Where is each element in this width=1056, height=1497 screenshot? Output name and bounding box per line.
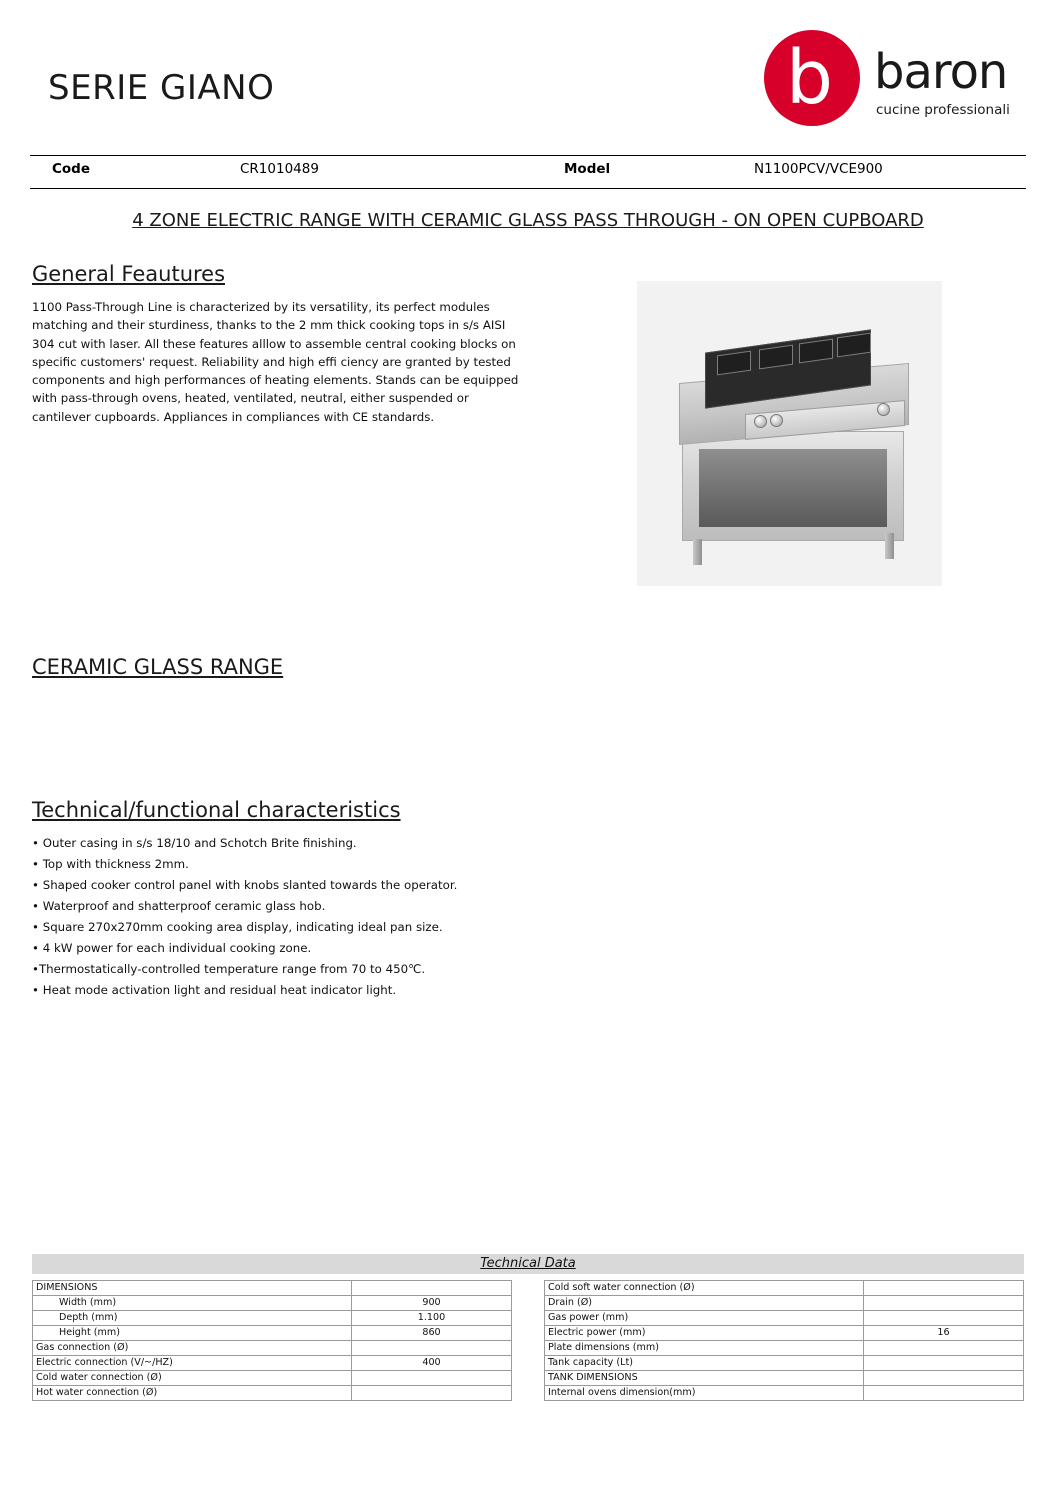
row-value [864,1386,1024,1401]
brand-logo [764,30,1024,125]
row-value: 16 [864,1326,1024,1341]
series-title: SERIE GIANO [48,68,275,108]
row-label: Internal ovens dimension(mm) [545,1386,864,1401]
table-row [33,1326,512,1341]
row-label: Cold soft water connection (Ø) [545,1281,864,1296]
table-row [545,1281,1024,1296]
table-row [545,1326,1024,1341]
table-row [545,1371,1024,1386]
table-row [545,1311,1024,1326]
row-value [352,1386,512,1401]
open-cupboard-cavity [699,449,887,527]
row-label: Electric connection (V/~/HZ) [33,1356,352,1371]
row-label: Gas power (mm) [545,1311,864,1326]
row-value [352,1281,512,1296]
list-item: • 4 kW power for each individual cooking zone. [32,940,312,955]
brand-letter: b [786,35,833,121]
list-item: • Heat mode activation light and residual heat indicator light. [32,982,397,997]
row-label: Tank capacity (Lt) [545,1356,864,1371]
table-row [33,1356,512,1371]
row-value [864,1356,1024,1371]
brand-tagline: cucine professionali [876,102,1010,118]
row-value [352,1341,512,1356]
technical-data-title: Technical Data [32,1254,1024,1274]
table-row [545,1296,1024,1311]
row-value: 400 [352,1356,512,1371]
row-label: Height (mm) [33,1326,352,1341]
row-value [864,1281,1024,1296]
row-label: Plate dimensions (mm) [545,1341,864,1356]
table-row [33,1311,512,1326]
stand-leg [693,539,702,565]
table-row [33,1341,512,1356]
list-item: • Waterproof and shatterproof ceramic glass hob. [32,898,326,913]
page-header [0,0,1056,135]
technical-data-section [32,1254,1024,1401]
table-row [33,1296,512,1311]
code-value: CR1010489 [240,161,319,177]
row-label: DIMENSIONS [33,1281,352,1296]
table-row [33,1371,512,1386]
product-photo [637,281,942,586]
technical-data-table-left [32,1280,512,1401]
control-knob-icon [754,415,767,428]
table-row [33,1281,512,1296]
ceramic-glass-range-heading: CERAMIC GLASS RANGE [32,655,284,679]
row-value: 900 [352,1296,512,1311]
row-value [864,1371,1024,1386]
row-label: Width (mm) [33,1296,352,1311]
row-label: Hot water connection (Ø) [33,1386,352,1401]
technical-data-table-right [544,1280,1024,1401]
table-row [545,1356,1024,1371]
control-knob-icon [770,414,783,427]
row-value [352,1371,512,1386]
model-label: Model [564,161,611,177]
table-row [33,1386,512,1401]
product-illustration [637,281,942,586]
row-value [864,1311,1024,1326]
row-label: TANK DIMENSIONS [545,1371,864,1386]
row-label: Depth (mm) [33,1311,352,1326]
technical-characteristics-list [32,833,592,1001]
row-value [864,1296,1024,1311]
list-item: • Shaped cooker control panel with knobs slanted towards the operator. [32,877,458,892]
row-value: 1.100 [352,1311,512,1326]
list-item: • Top with thickness 2mm. [32,856,189,871]
product-title: 4 ZONE ELECTRIC RANGE WITH CERAMIC GLASS PASS THROUGH - ON OPEN CUPBOARD [132,210,924,231]
code-label: Code [52,161,91,177]
brand-name: baron [874,44,1008,100]
table-row [545,1386,1024,1401]
row-label: Gas connection (Ø) [33,1341,352,1356]
code-model-bar [30,155,1026,189]
stand-leg [885,533,894,559]
row-label: Drain (Ø) [545,1296,864,1311]
technical-data-tables [32,1280,1024,1401]
table-row [545,1341,1024,1356]
divider-top [30,155,1026,156]
list-item: •Thermostatically-controlled temperature range from 70 to 450℃. [32,961,426,976]
technical-characteristics-heading: Technical/functional characteristics [32,798,401,822]
row-label: Cold water connection (Ø) [33,1371,352,1386]
row-value: 860 [352,1326,512,1341]
list-item: • Outer casing in s/s 18/10 and Schotch Brite finishing. [32,836,357,850]
model-value: N1100PCV/VCE900 [754,161,883,177]
general-features-heading: General Feautures [32,262,226,286]
control-knob-icon [877,403,890,416]
general-features-text: 1100 Pass-Through Line is characterized by its versatility, its perfect modules matching and their sturdiness, thanks to the 2 mm thick cooking tops in s/s AISI 304 cut with laser. All these features alllow to assemble central cooking blocks on specific customers' request. Reliability and high effi ciency are granted by tested components and high performances of heating elements. Stands can be equipped with pass-through ovens, heated, ventilated, neutral, either suspended or cantilever cupboards. Appliances in compliances with CE standards. [32,300,519,424]
row-label: Electric power (mm) [545,1326,864,1341]
divider-bottom [30,188,1026,189]
list-item: • Square 270x270mm cooking area display, indicating ideal pan size. [32,919,443,934]
row-value [864,1341,1024,1356]
